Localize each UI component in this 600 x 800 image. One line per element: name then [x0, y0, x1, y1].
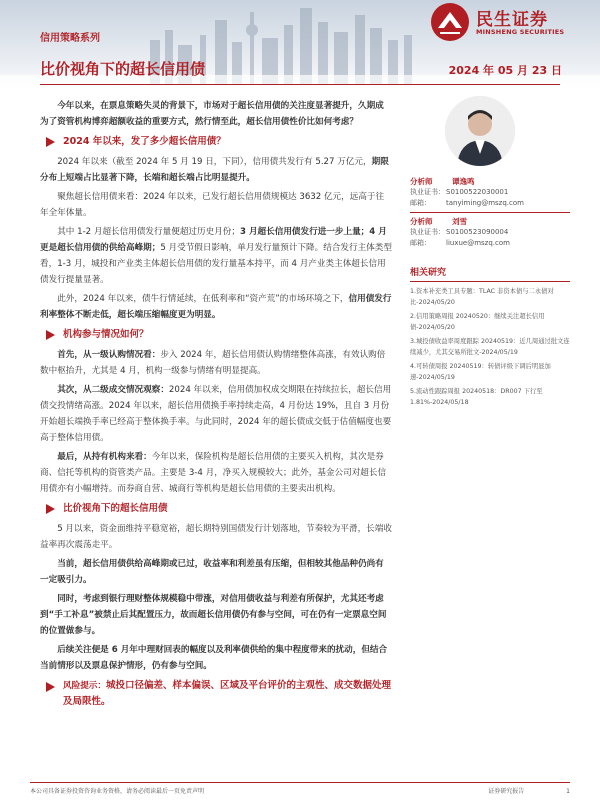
report-series: 信用策略系列: [40, 33, 100, 44]
section-title: 比价视角下的超长信用债: [63, 503, 168, 514]
lead-paragraph: 今年以来，在票息策略失灵的背景下，市场对于超长信用债的关注度显著提升，久期成为了资管机构博弈超额收益的重要方式，然行情至此，超长信用债性价比如何考虑？: [40, 101, 384, 127]
analyst-row: [410, 227, 570, 238]
triangle-bullet-icon: [46, 504, 55, 514]
analyst-row: [410, 187, 570, 198]
paragraph: [40, 382, 392, 446]
cert-number: S0100523090004: [446, 228, 509, 236]
header-banner: [0, 0, 600, 92]
bold-run: 信用债发行利率整体不断走低，超长端压缩幅度更为明显。: [40, 294, 392, 320]
bold-run: 期限分布上短端占比显著下降，长端和超长端占比明显提升。: [40, 157, 389, 183]
paragraph: [40, 224, 392, 288]
risk-text-wrap: [63, 678, 392, 710]
section-heading: [46, 501, 392, 517]
footer: [30, 786, 570, 795]
analyst-name: 谭逸鸣: [452, 177, 475, 186]
paragraph: [40, 189, 392, 221]
text-run: 聚焦超长信用债来看：2024 年以来，已发行超长信用债规模达 3632 亿元，远高于往年全年体量。: [40, 192, 385, 218]
paragraph: [40, 591, 392, 639]
cert-label: 执业证书：: [410, 188, 445, 196]
risk-text: 城投口径偏差、样本偏误、区域及平台评价的主观性、成交数据处理及局限性。: [63, 680, 391, 707]
page-number: 1: [566, 788, 570, 795]
bold-run: 3 月超长信用债发行进一步上量；4 月更是超长信用债的供给高峰期；: [40, 227, 387, 253]
paragraph: [40, 347, 392, 379]
text-run: 今年以来，保险机构是超长信用债的主要买入机构，其次是券商、信托等机构的资管类产品。主要是 3-4 月，净买入规模较大；此外，基金公司对超长信用债亦有小幅增持。而券商自营、城商行等机构是超长信用债的主要卖出机构。: [40, 452, 387, 494]
related-research-item[interactable]: 2.信用策略周报 20240520：继续关注超长信用债-2024/05/20: [410, 313, 545, 331]
bold-run: 当前，超长信用债供给高峰期或已过，收益率和利差虽有压缩，但相较其他品种仍尚有一定吸引力。: [40, 559, 384, 585]
analyst-info: [410, 176, 570, 249]
analyst-name: 刘雪: [452, 217, 467, 226]
sidebar: [410, 96, 570, 411]
cert-label: 执业证书：: [410, 228, 445, 236]
email-link[interactable]: liuxue@mszq.com: [446, 239, 510, 247]
triangle-bullet-icon: [46, 330, 55, 340]
text-run: 5 月受节假日影响，单月发行量预计下降。结合发行主体类型看，1-3 月，城投和产业类主体超长信用债的发行量基本持平，而 4 月产业类主体超长信用债发行提量显著。: [40, 243, 392, 285]
analyst-row: [410, 198, 570, 209]
analyst-portrait-image: [445, 96, 515, 166]
text-run: 2024 年以来（截至 2024 年 5 月 19 日，下同），信用债共发行有 5.27 万亿元，: [57, 157, 372, 167]
analyst-role: 分析师: [410, 177, 433, 186]
minsheng-logo: [430, 2, 586, 44]
header-divider: [40, 84, 560, 85]
bold-run: 最后，从持有机构来看：: [57, 452, 152, 462]
related-research-list: [410, 286, 570, 408]
section-heading: [46, 327, 392, 343]
risk-label: 风险提示：: [63, 681, 106, 691]
paragraph: [40, 642, 392, 674]
paragraph: [40, 291, 392, 323]
text-run: 2024 年以来，信用债加权成交期限在持续拉长，超长信用债交投情绪高涨。2024 年以来，超长信用债换手率持续走高，4 月份达 19%，且自 3 月份开始超长端换手率已经高于整体换手率。与此同时，2024 年的超长债成交低于估值幅度也要高于整体信用债。: [40, 385, 392, 443]
paragraph: [40, 521, 392, 553]
risk-block: [46, 678, 392, 710]
report-title: 比价视角下的超长信用债: [40, 60, 206, 78]
cert-number: S0100522030001: [446, 188, 509, 196]
bold-run: 首先，从一级认购情况看：: [57, 350, 161, 360]
paragraph: [40, 556, 392, 588]
section-title: 2024 年以来，发了多少超长信用债？: [63, 136, 226, 147]
email-link[interactable]: tanyiming@mszq.com: [446, 199, 524, 207]
triangle-bullet-icon: [46, 682, 55, 692]
related-research-item[interactable]: 3.城投债收益率周度跟踪 20240519：近几周通过批文连续减少，尤其交易所批文-2024/05/19: [410, 338, 570, 356]
paragraph: [40, 154, 392, 186]
text-run: 5 月以来，资金面维持平稳宽裕，超长期特别国债发行计划落地，节奏较为平滑，长端收益率再次震荡走平。: [40, 524, 392, 550]
analyst-row: [410, 176, 570, 187]
footer-divider: [30, 782, 570, 783]
related-research-item[interactable]: 1.资本补充类工具专题：TLAC 非资本债与二永债对比-2024/05/20: [410, 288, 554, 306]
analyst-role: 分析师: [410, 217, 433, 226]
section-title: 机构参与情况如何？: [63, 329, 149, 340]
related-research-title: 相关研究: [410, 268, 447, 278]
disclaimer-text: 本公司具备证券投资咨询业务资格，请务必阅读最后一页免责声明: [30, 788, 205, 795]
report-date: 2024 年 05 月 23 日: [448, 64, 562, 77]
text-run: 其中 1-2 月超长信用债发行量便超过历史月份；: [57, 227, 240, 237]
divider: [410, 212, 570, 213]
section-heading: [46, 134, 392, 150]
analyst-photo: [445, 96, 515, 166]
text-run: 步入 2024 年，超长信用债认购情绪整体高涨，有效认购倍数中枢抬升，尤其是 4 月，机构一级参与情绪有明显提高。: [40, 350, 386, 376]
logo-text-cn: 民生证券: [476, 10, 548, 30]
email-label: 邮箱：: [410, 199, 431, 207]
paragraph: [40, 449, 392, 497]
logo-text-en: MINSHENG SECURITIES: [476, 28, 565, 36]
text-run: 此外，2024 年以来，债牛行情延续，在低利率和“资产荒”的市场环境之下，: [57, 294, 349, 304]
footer-right: [488, 786, 570, 795]
bold-run: 后续关注便是 6 月年中理财回表的幅度以及利率债供给的集中程度带来的扰动，但结合当前情形以及票息保护情形，仍有参与空间。: [40, 645, 388, 671]
bold-run: 其次，从二级成交情况观察：: [57, 385, 169, 395]
email-label: 邮箱：: [410, 239, 431, 247]
bold-run: 同时，考虑到银行理财整体规模稳中带涨，对信用债收益与利差有所保护，尤其还考虑到“手工补息”被禁止后其配置压力，故而超长信用债仍有参与空间，可在仍有一定票息空间的位置做参与。: [40, 594, 387, 636]
analyst-row: [410, 238, 570, 249]
related-research-item[interactable]: 5.流动性跟踪周报 20240518：DR007 下行至 1.81%-2024/05/18: [410, 388, 543, 406]
divider: [410, 281, 570, 282]
related-research-item[interactable]: 4.可转债周报 20240519：转债评级下调后明显加速-2024/05/19: [410, 363, 551, 381]
analyst-row: [410, 216, 570, 227]
triangle-bullet-icon: [46, 137, 55, 147]
main-content: [40, 98, 392, 714]
minsheng-logo-icon: [430, 2, 470, 42]
footer-label: 证券研究报告: [488, 788, 525, 795]
